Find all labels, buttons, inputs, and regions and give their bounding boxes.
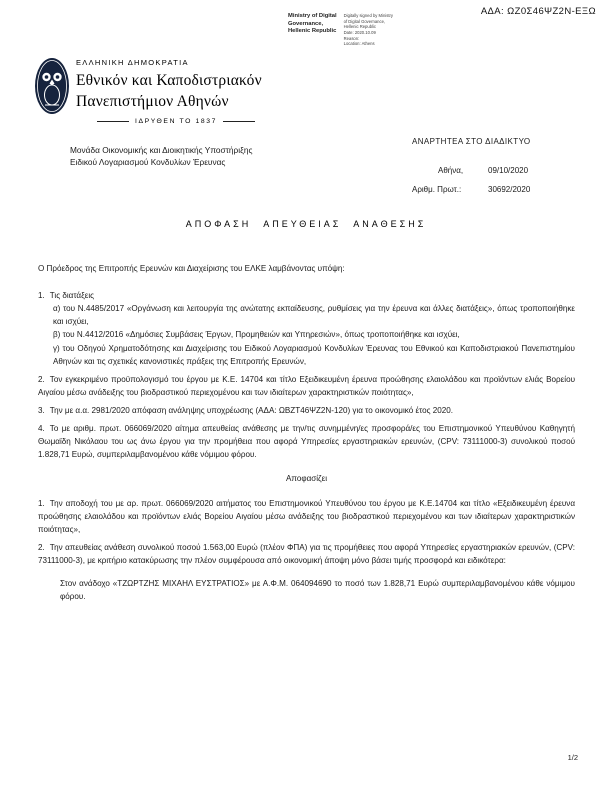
signature-details <box>344 13 414 47</box>
university-name-line2: Πανεπιστήμιον Αθηνών <box>76 93 229 111</box>
item-number: 2. <box>38 374 45 384</box>
signature-detail-line: Location: Athens <box>343 41 375 47</box>
header-right-block <box>412 137 582 204</box>
list-item <box>38 373 575 399</box>
signature-ministry-line: Ministry of Digital <box>288 13 337 19</box>
signature-ministry-name <box>288 13 337 36</box>
item-number: 2. <box>38 542 45 552</box>
signature-detail-line: Reason: <box>343 35 360 41</box>
protocol-label: Αριθμ. Πρωτ.: <box>412 185 462 194</box>
intro-paragraph: Ο Πρόεδρος της Επιτροπής Ερευνών και Διαχείρισης του ΕΛΚΕ λαμβάνοντας υπόψη: <box>38 264 345 273</box>
masthead <box>76 58 288 125</box>
sub-item: α) του Ν.4485/2017 «Οργάνωση και λειτουργία της ανώτατης εκπαίδευσης, ρυθμίσεις για την έρευνα και άλλες διατάξεις», όπως τροποποιήθηκε και ισχύει, <box>53 304 575 327</box>
list-item <box>38 289 575 368</box>
founded-line <box>76 118 276 125</box>
signature-ministry-line: Hellenic Republic <box>288 28 337 35</box>
page-number: 1/2 <box>567 753 578 762</box>
department-unit <box>70 144 252 169</box>
signature-detail-line: Date: 2020.10.09 <box>343 30 376 36</box>
contractor-paragraph: Στον ανάδοχο «ΤΖΩΡΤΖΗΣ ΜΙΧΑΗΛ ΕΥΣΤΡΑΤΙΟΣ» με Α.Φ.Μ. 064094690 το ποσό των 1.828,71 Ευρώ συμπεριλαμβανομένου κάθε νόμιμου φόρου. <box>60 579 575 602</box>
digital-signature-stamp <box>288 13 414 47</box>
owl-emblem-icon <box>34 57 70 115</box>
founded-left-rule <box>97 121 129 122</box>
item-text: Την με α.α. 2981/2020 απόφαση ανάληψης υποχρέωσης (ΑΔΑ: ΩΒΖΤ46ΨΖ2Ν-120) για το οικονομικό έτος 2020. <box>49 405 454 415</box>
signature-detail-line: of Digital Governance, <box>343 18 386 24</box>
signature-detail-line: Hellenic Republic <box>343 24 376 30</box>
document-body <box>38 262 575 603</box>
hellenic-republic-label: ΕΛΛΗΝΙΚΗ ΔΗΜΟΚΡΑΤΙΑ <box>76 58 189 67</box>
item-text: Την απευθείας ανάθεση συνολικού ποσού 1.563,00 Ευρώ (πλέον ΦΠΑ) για τις προμήθειες που αφορά Υπηρεσίες εργαστηριακών ερευνών, (CPV: 73111000-3), με κριτήριο κατακύρωσης την πλέον συμφέρουσα από οικονομική άποψη μόνο βάσει τιμής προσφορά και ειδικότερα: <box>38 542 575 565</box>
university-owl-logo <box>34 57 70 115</box>
sub-item: γ) του Οδηγού Χρηματοδότησης και Διαχείρισης του Ειδικού Λογαριασμού Κονδυλίων Έρευνας του Εθνικού και Καποδιστριακού Πανεπιστημίου Αθηνών και τις σχετικές κανονιστικές πράξεις της Επιτροπής Ερευνών, <box>53 343 575 366</box>
sub-item: β) του Ν.4412/2016 «Δημόσιες Συμβάσεις Έργων, Προμηθειών και Υπηρεσιών», όπως τροποποιήθηκε και ισχύει, <box>53 330 460 340</box>
item-number: 1. <box>38 498 45 508</box>
city-label: Αθήνα, <box>438 166 464 175</box>
item-number: 3. <box>38 405 45 415</box>
decision-heading: Αποφασίζει <box>285 474 328 484</box>
founded-text: ΙΔΡΥΘΕΝ ΤΟ 1837 <box>135 117 217 125</box>
item-text: Τις διατάξεις <box>49 291 95 301</box>
item-text: Τον εγκεκριμένο προϋπολογισμό του έργου με Κ.Ε. 14704 και τίτλο Εξειδικευμένη έρευνα προώθησης ελαιολάδου και προϊόντων ελιάς Βορείου Αιγαίου μέσω ανάδειξης του βιοδραστικού περιεχομένου και των ιδιαίτερων χαρακτηριστικών ποιότητας», <box>38 374 575 397</box>
decision-item <box>38 541 575 567</box>
item-number: 1. <box>38 291 45 301</box>
document-title: ΑΠΟΦΑΣΗ ΑΠΕΥΘΕΙΑΣ ΑΝΑΘΕΣΗΣ <box>185 219 427 229</box>
date-row <box>412 166 582 175</box>
unit-line1: Μονάδα Οικονομικής και Διοικητικής Υποστήριξης <box>70 145 253 155</box>
document-date: 09/10/2020 <box>488 166 529 175</box>
signature-ministry-line: Governance, <box>288 20 324 27</box>
university-name-line1: Εθνικόν και Καποδιστριακόν <box>76 72 262 89</box>
signature-detail-line: Digitally signed by Ministry <box>343 13 393 18</box>
protocol-row <box>412 185 582 194</box>
unit-line2: Ειδικού Λογαριασμού Κονδυλίων Έρευνας <box>70 157 226 168</box>
decision-item <box>38 497 575 536</box>
ada-code: ΑΔΑ: ΩΖ0Σ46ΨΖ2Ν-ΕΞΩ <box>480 6 596 17</box>
item-number: 4. <box>38 424 45 434</box>
protocol-number: 30692/2020 <box>488 185 531 194</box>
anartitea-label: ΑΝΑΡΤΗΤΕΑ ΣΤΟ ΔΙΑΔΙΚΤΥΟ <box>412 137 531 146</box>
item-text: Την αποδοχή του με αρ. πρωτ. 066069/2020 αιτήματος του Επιστημονικού Υπευθύνου του έργου με Κ.Ε.14704 και τίτλο «Εξειδικευμένη έρευνα προώθησης ελαιολάδου και προϊόντων ελιάς Βορείου Αιγαίου μέσω ανάδειξης του βιοδραστικού περιεχομένου και των ιδιαίτερων χαρακτηριστικών ποιότητας», <box>38 498 575 534</box>
list-item <box>38 422 575 461</box>
list-item <box>38 404 575 417</box>
item-text: Το με αριθμ. πρωτ. 066069/2020 αίτημα απευθείας ανάθεσης με την/τις συνημμένη/ες προσφορά/ες του Επιστημονικού Υπευθύνου Καθηγητή Θωμαϊδη Νικόλαου του ως άνω έργου για την προμήθεια που αφορά Υπηρεσίες εργαστηριακών ερευνών, (CPV: 73111000-3) συνολικού ποσού 1.828,71 Ευρώ, συμπεριλαμβανομένου κάθε νόμιμου φόρου. <box>38 424 575 460</box>
founded-right-rule <box>223 121 255 122</box>
